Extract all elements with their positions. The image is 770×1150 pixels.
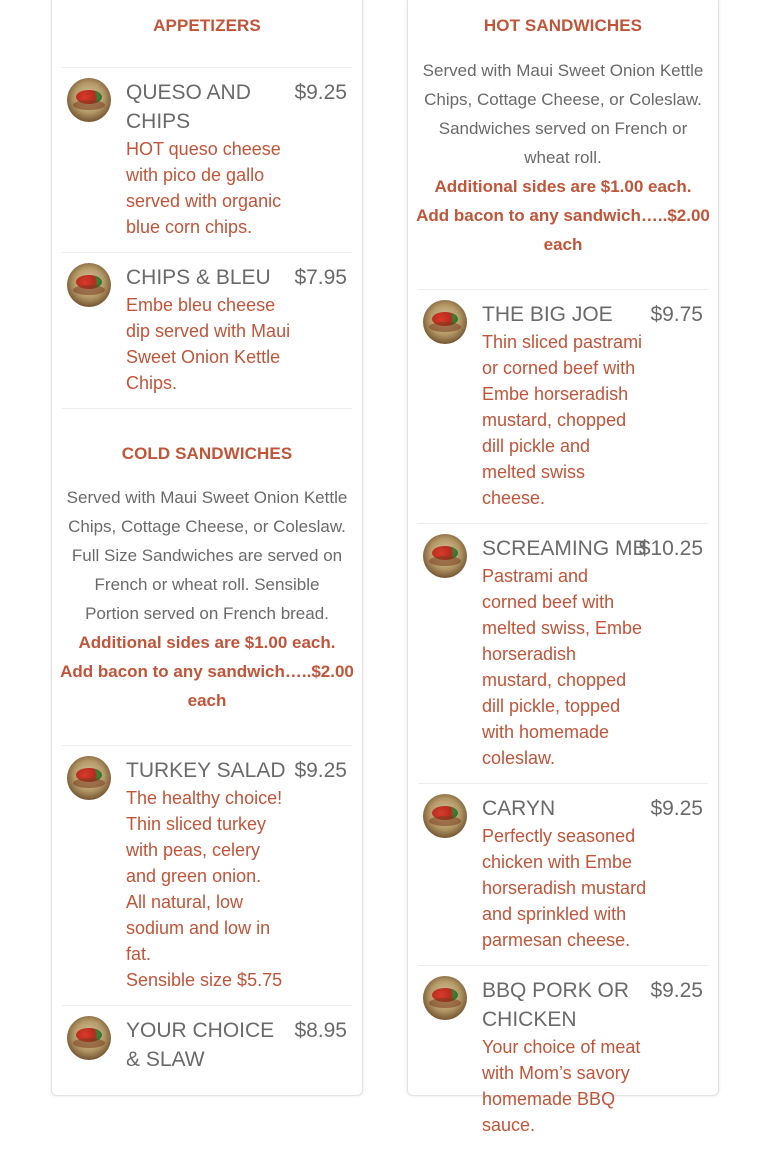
menu-item-the-big-joe[interactable] [408,290,718,523]
item-name: THE BIG JOE [482,303,613,326]
section-note: Additional sides are $1.00 each. Add bacon to any sandwich…..$2.00 each [60,633,354,710]
dish-thumbnail [423,794,467,838]
item-price: $9.25 [294,81,347,104]
item-description: Thin sliced pastrami or corned beef with Embe horseradish mustard, chopped dill pickle and melted swiss cheese. [482,332,643,508]
section-description: Served with Maui Sweet Onion Kettle Chips, Cottage Cheese, or Coleslaw. Full Size Sandwiches are served on French or wheat roll. Sensible Portion served on French bread. [66,488,348,623]
item-name: TURKEY SALAD [126,759,286,782]
section-title-cold-sandwiches: COLD SANDWICHES [121,444,293,463]
item-price: $9.25 [650,797,703,820]
dish-thumbnail [67,1016,111,1060]
item-price: $9.25 [650,979,703,1002]
item-price: $9.25 [294,759,347,782]
item-name: YOUR CHOICE & SLAW [126,1019,275,1071]
section-title-hot-sandwiches: HOT SANDWICHES [483,16,643,35]
item-description: The healthy choice! Thin sliced turkey with peas, celery and green onion. All natural, low sodium and low in fat. Sensible size $5.75 [126,788,283,990]
item-description: Embe bleu cheese dip served with Maui Sweet Onion Kettle Chips. [126,295,291,393]
menu-item-screaming-mb[interactable] [408,524,718,783]
item-name: BBQ PORK OR CHICKEN [482,979,630,1031]
item-name: CHIPS & BLEU [126,266,271,289]
item-description: Your choice of meat with Mom’s savory homemade BBQ sauce. [482,1037,641,1135]
section-description: Served with Maui Sweet Onion Kettle Chips, Cottage Cheese, or Coleslaw. Sandwiches served on French or wheat roll. [422,61,704,167]
dish-thumbnail [423,300,467,344]
item-price: $9.75 [650,303,703,326]
item-name: CARYN [482,797,556,820]
dish-thumbnail [423,534,467,578]
section-note: Additional sides are $1.00 each. Add bacon to any sandwich…..$2.00 each [416,177,710,254]
menu-column-left [51,0,363,1096]
menu-item-turkey-salad[interactable] [52,746,362,1005]
dish-thumbnail [67,263,111,307]
menu-item-your-choice-and-slaw[interactable] [52,1006,362,1086]
item-name: QUESO AND CHIPS [126,81,251,133]
menu-item-queso-and-chips[interactable] [52,68,362,252]
dish-thumbnail [67,78,111,122]
menu-item-chips-and-bleu[interactable] [52,253,362,408]
menu-column-right [407,0,719,1135]
item-description: Pastrami and corned beef with melted swiss, Embe horseradish mustard, chopped dill pickle, topped with homemade coleslaw. [482,566,643,768]
item-price: $8.95 [294,1019,347,1042]
item-description: Perfectly seasoned chicken with Embe horseradish mustard and sprinkled with parmesan cheese. [482,826,647,950]
item-description: HOT queso cheese with pico de gallo served with organic blue corn chips. [126,139,282,237]
dish-thumbnail [423,976,467,1020]
item-price: $7.95 [294,266,347,289]
menu-item-bbq-pork-or-chicken[interactable] [408,966,718,1150]
item-name: SCREAMING MB [482,537,647,560]
dish-thumbnail [67,756,111,800]
item-price: $10.25 [638,537,703,560]
menu-item-caryn[interactable] [408,784,718,965]
section-title-appetizers: APPETIZERS [153,16,261,35]
